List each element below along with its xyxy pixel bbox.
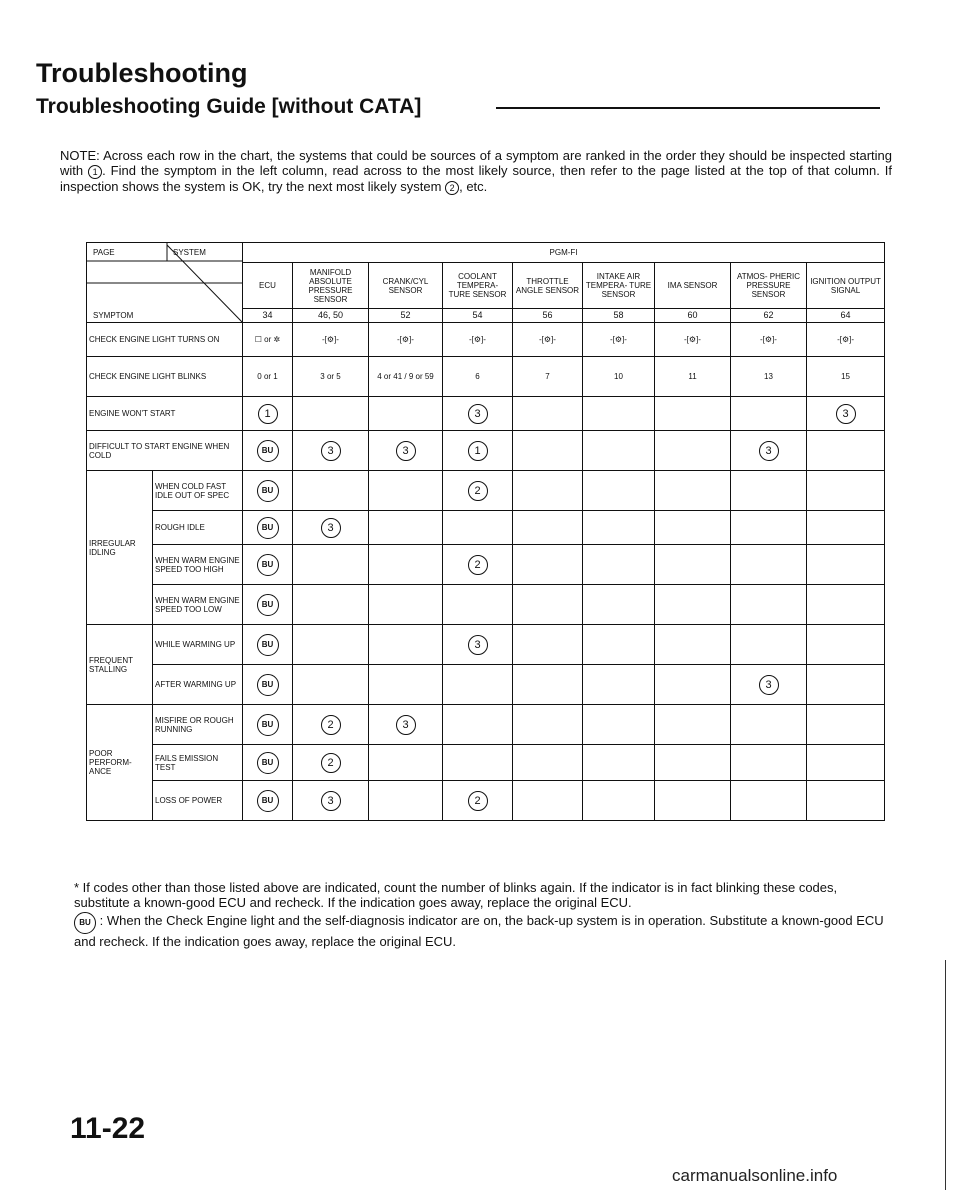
- page-ignition: 64: [807, 309, 885, 323]
- symptom-label: WHILE WARMING UP: [153, 625, 243, 665]
- rank-cell: [293, 511, 369, 545]
- rank-cell: [655, 665, 731, 705]
- rank-cell: [243, 781, 293, 821]
- rank-cell: [655, 545, 731, 585]
- rank-cell: [293, 625, 369, 665]
- rank-mark: 3: [836, 404, 856, 424]
- backup-mark-icon: BU: [257, 517, 279, 539]
- rank-mark: 3: [759, 675, 779, 695]
- page-ima: 60: [655, 309, 731, 323]
- page-crank: 52: [369, 309, 443, 323]
- rank-cell: [369, 745, 443, 781]
- symptom-label: AFTER WARMING UP: [153, 665, 243, 705]
- backup-mark-icon: BU: [257, 480, 279, 502]
- rank-cell: [583, 397, 655, 431]
- symptom-group-label: IRREGULAR IDLING: [87, 471, 153, 625]
- rank-cell: [293, 705, 369, 745]
- rank-cell: [655, 625, 731, 665]
- section-title: Troubleshooting Guide [without CATA]: [36, 95, 422, 118]
- check-on-ecu-icon: ☐ or ✲: [243, 323, 293, 357]
- rank-cell: [443, 665, 513, 705]
- rank-cell: [369, 781, 443, 821]
- blink-code: 4 or 41 / 9 or 59: [369, 357, 443, 397]
- rank-cell: [369, 545, 443, 585]
- rank-cell: [443, 781, 513, 821]
- rank-cell: [731, 625, 807, 665]
- symptom-label: LOSS OF POWER: [153, 781, 243, 821]
- rank-mark: 3: [759, 441, 779, 461]
- rank-mark: 3: [396, 441, 416, 461]
- rank-cell: [243, 431, 293, 471]
- rank-cell: [293, 781, 369, 821]
- blink-code: 13: [731, 357, 807, 397]
- rank-mark: 2: [468, 555, 488, 575]
- group-header: PGM-FI: [243, 243, 885, 263]
- col-throttle-sensor: THROTTLE ANGLE SENSOR: [513, 263, 583, 309]
- rank-cell: [293, 545, 369, 585]
- col-atmos-sensor: ATMOS- PHERIC PRESSURE SENSOR: [731, 263, 807, 309]
- rank-cell: [583, 745, 655, 781]
- rank-cell: [731, 745, 807, 781]
- engine-light-icon: -[⚙]-: [583, 323, 655, 357]
- symptom-label: WHEN WARM ENGINE SPEED TOO LOW: [153, 585, 243, 625]
- rank-mark: 3: [468, 635, 488, 655]
- footnotes: [74, 880, 894, 951]
- page-intake: 58: [583, 309, 655, 323]
- note-mid: . Find the symptom in the left column, read across to the most likely source, then refer to the page listed at the top of that column. If inspection shows the system is OK, try the next most likely system: [60, 163, 892, 194]
- page-ecu: 34: [243, 309, 293, 323]
- rank-cell: [655, 397, 731, 431]
- rank-cell: [513, 431, 583, 471]
- blink-code: 3 or 5: [293, 357, 369, 397]
- col-map-sensor: MANIFOLD ABSOLUTE PRESSURE SENSOR: [293, 263, 369, 309]
- symptom-label: MISFIRE OR ROUGH RUNNING: [153, 705, 243, 745]
- rank-cell: [369, 431, 443, 471]
- rank-cell: [807, 471, 885, 511]
- engine-light-icon: -[⚙]-: [293, 323, 369, 357]
- col-crank-cyl-sensor: CRANK/CYL SENSOR: [369, 263, 443, 309]
- rank-cell: [443, 431, 513, 471]
- rank-cell: [583, 625, 655, 665]
- backup-mark-icon: BU: [257, 594, 279, 616]
- rank-cell: [513, 665, 583, 705]
- rank-cell: [731, 397, 807, 431]
- symptom-group-label: POOR PERFORM- ANCE: [87, 705, 153, 821]
- engine-light-icon: -[⚙]-: [369, 323, 443, 357]
- rank-cell: [513, 745, 583, 781]
- col-ima-sensor: IMA SENSOR: [655, 263, 731, 309]
- rank-cell: [513, 397, 583, 431]
- rank-cell: [807, 431, 885, 471]
- backup-mark-icon: BU: [257, 634, 279, 656]
- rank-cell: [807, 625, 885, 665]
- troubleshooting-table: [86, 242, 885, 821]
- blink-code: 11: [655, 357, 731, 397]
- page-atmos: 62: [731, 309, 807, 323]
- rank-cell: [243, 545, 293, 585]
- rank-cell: [655, 431, 731, 471]
- rank-cell: [655, 471, 731, 511]
- rank-cell: [443, 397, 513, 431]
- rank-cell: [293, 665, 369, 705]
- rank-cell: [243, 397, 293, 431]
- rank-cell: [369, 397, 443, 431]
- row-check-on-label: CHECK ENGINE LIGHT TURNS ON: [87, 323, 243, 357]
- rank-cell: [807, 705, 885, 745]
- rank-cell: [443, 471, 513, 511]
- rank-cell: [731, 431, 807, 471]
- blink-code: 15: [807, 357, 885, 397]
- rank-mark: 3: [321, 441, 341, 461]
- rank-mark: 3: [396, 715, 416, 735]
- rank-cell: [443, 745, 513, 781]
- watermark: carmanualsonline.info: [672, 1166, 838, 1185]
- margin-line: [945, 960, 946, 1190]
- rank-cell: [583, 665, 655, 705]
- circled-1-icon: 1: [88, 165, 102, 179]
- backup-mark-icon: BU: [257, 554, 279, 576]
- rank-cell: [243, 705, 293, 745]
- engine-light-icon: -[⚙]-: [731, 323, 807, 357]
- rank-cell: [369, 511, 443, 545]
- rank-cell: [243, 745, 293, 781]
- rank-mark: 3: [321, 518, 341, 538]
- symptom-rows: [87, 397, 885, 821]
- rank-cell: [655, 511, 731, 545]
- rank-cell: [583, 511, 655, 545]
- backup-mark-icon: BU: [257, 714, 279, 736]
- rank-cell: [369, 665, 443, 705]
- rank-cell: [807, 585, 885, 625]
- rank-cell: [293, 745, 369, 781]
- rank-cell: [243, 511, 293, 545]
- rank-cell: [513, 545, 583, 585]
- rank-cell: [583, 545, 655, 585]
- symptom-group-label: FREQUENT STALLING: [87, 625, 153, 705]
- rank-cell: [731, 511, 807, 545]
- col-coolant-sensor: COOLANT TEMPERA- TURE SENSOR: [443, 263, 513, 309]
- blink-code: 0 or 1: [243, 357, 293, 397]
- page-label: PAGE: [93, 248, 115, 257]
- rank-cell: [513, 705, 583, 745]
- rank-cell: [583, 705, 655, 745]
- circled-2-icon: 2: [445, 181, 459, 195]
- col-ecu: ECU: [243, 263, 293, 309]
- row-blinks-label: CHECK ENGINE LIGHT BLINKS: [87, 357, 243, 397]
- rank-cell: [293, 471, 369, 511]
- backup-mark-icon: BU: [74, 912, 96, 934]
- rank-cell: [293, 585, 369, 625]
- rank-cell: [807, 745, 885, 781]
- page-coolant: 54: [443, 309, 513, 323]
- note-paragraph: [60, 148, 892, 195]
- col-intake-air-sensor: INTAKE AIR TEMPERA- TURE SENSOR: [583, 263, 655, 309]
- rank-cell: [443, 511, 513, 545]
- rank-mark: 2: [468, 791, 488, 811]
- rank-cell: [513, 471, 583, 511]
- note-suffix: , etc.: [459, 179, 488, 194]
- rank-mark: 2: [468, 481, 488, 501]
- rank-cell: [243, 665, 293, 705]
- rank-cell: [443, 545, 513, 585]
- rank-cell: [807, 665, 885, 705]
- rank-cell: [655, 585, 731, 625]
- rank-cell: [293, 431, 369, 471]
- rank-cell: [513, 585, 583, 625]
- rank-mark: 1: [258, 404, 278, 424]
- blink-code: 7: [513, 357, 583, 397]
- rank-cell: [583, 471, 655, 511]
- engine-light-icon: -[⚙]-: [655, 323, 731, 357]
- rank-cell: [807, 397, 885, 431]
- rank-cell: [243, 625, 293, 665]
- rank-cell: [807, 511, 885, 545]
- page-title: Troubleshooting: [36, 58, 248, 88]
- rank-cell: [513, 625, 583, 665]
- backup-mark-icon: BU: [257, 790, 279, 812]
- blink-code: 10: [583, 357, 655, 397]
- rank-cell: [807, 781, 885, 821]
- rank-cell: [369, 471, 443, 511]
- rank-cell: [731, 471, 807, 511]
- footnote-backup: [74, 912, 894, 949]
- rank-cell: [583, 431, 655, 471]
- note-prefix: NOTE: Across each row in the chart, the systems that could be sources of a symptom are ranked in the order they should be inspected starting with: [60, 148, 892, 178]
- engine-light-icon: -[⚙]-: [443, 323, 513, 357]
- blink-code: 6: [443, 357, 513, 397]
- rank-cell: [731, 585, 807, 625]
- rank-cell: [243, 471, 293, 511]
- rank-mark: 2: [321, 715, 341, 735]
- engine-light-icon: -[⚙]-: [807, 323, 885, 357]
- symptom-label: WHEN WARM ENGINE SPEED TOO HIGH: [153, 545, 243, 585]
- rank-cell: [513, 781, 583, 821]
- header-corner: [87, 243, 243, 323]
- rank-cell: [655, 745, 731, 781]
- rank-cell: [243, 585, 293, 625]
- rank-cell: [807, 545, 885, 585]
- rank-cell: [513, 511, 583, 545]
- system-label: SYSTEM: [173, 248, 206, 257]
- symptom-label: SYMPTOM: [93, 311, 134, 320]
- rank-mark: 1: [468, 441, 488, 461]
- rank-cell: [731, 545, 807, 585]
- col-ignition-output: IGNITION OUTPUT SIGNAL: [807, 263, 885, 309]
- symptom-label: ENGINE WON'T START: [87, 397, 243, 431]
- page-throttle: 56: [513, 309, 583, 323]
- symptom-label: DIFFICULT TO START ENGINE WHEN COLD: [87, 431, 243, 471]
- rank-cell: [655, 781, 731, 821]
- footnote-backup-text: : When the Check Engine light and the self-diagnosis indicator are on, the back-up system is in operation. Substitute a known-good ECU and recheck. If the indication goes away, replace the original ECU.: [74, 913, 884, 949]
- rank-cell: [655, 705, 731, 745]
- rank-cell: [583, 781, 655, 821]
- page-number: 11-22: [70, 1112, 146, 1145]
- title-rule: [496, 107, 880, 109]
- rank-cell: [369, 625, 443, 665]
- symptom-label: WHEN COLD FAST IDLE OUT OF SPEC: [153, 471, 243, 511]
- rank-cell: [443, 625, 513, 665]
- engine-light-icon: -[⚙]-: [513, 323, 583, 357]
- rank-mark: 2: [321, 753, 341, 773]
- rank-cell: [443, 585, 513, 625]
- rank-cell: [369, 585, 443, 625]
- symptom-label: FAILS EMISSION TEST: [153, 745, 243, 781]
- rank-mark: 3: [468, 404, 488, 424]
- backup-mark-icon: BU: [257, 440, 279, 462]
- rank-cell: [293, 397, 369, 431]
- rank-cell: [369, 705, 443, 745]
- footnote-codes: * If codes other than those listed above are indicated, count the number of blinks again. If the indicator is in fact blinking these codes, substitute a known-good ECU and recheck. If the indication goes away, replace the original ECU.: [74, 880, 838, 910]
- rank-cell: [443, 705, 513, 745]
- rank-cell: [731, 705, 807, 745]
- rank-cell: [583, 585, 655, 625]
- backup-mark-icon: BU: [257, 752, 279, 774]
- symptom-label: ROUGH IDLE: [153, 511, 243, 545]
- rank-mark: 3: [321, 791, 341, 811]
- backup-mark-icon: BU: [257, 674, 279, 696]
- page-map: 46, 50: [293, 309, 369, 323]
- rank-cell: [731, 665, 807, 705]
- rank-cell: [731, 781, 807, 821]
